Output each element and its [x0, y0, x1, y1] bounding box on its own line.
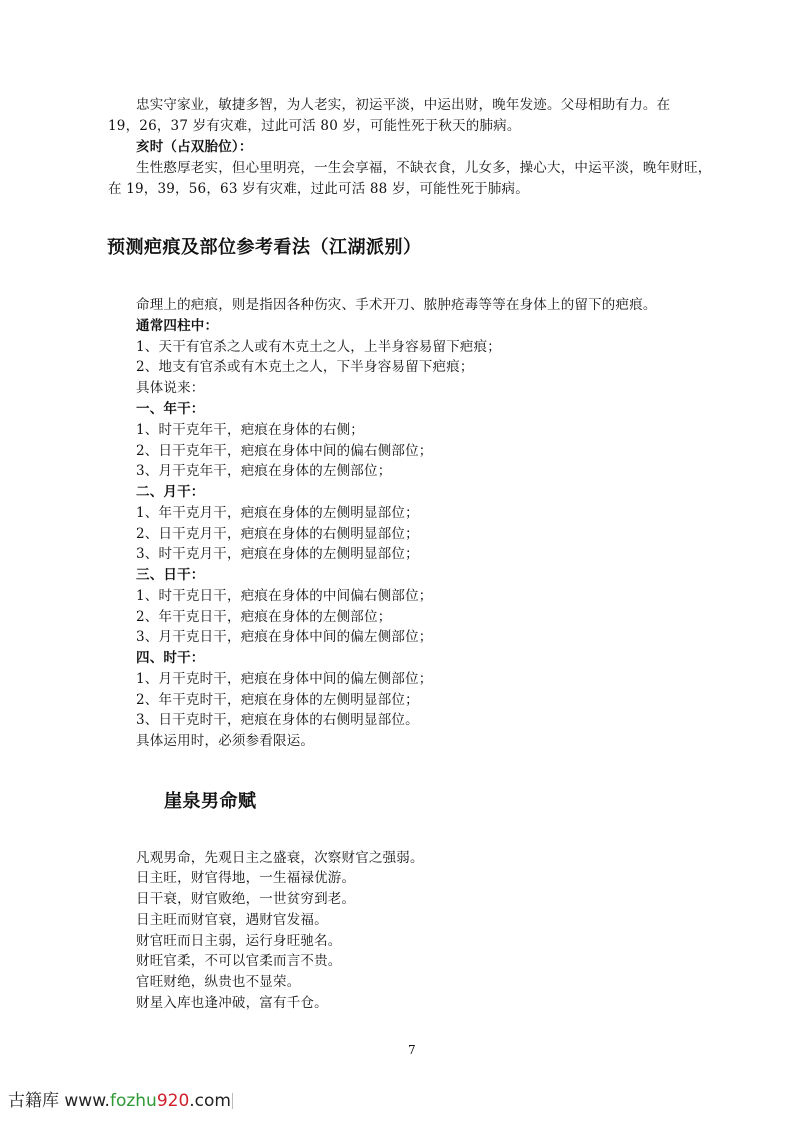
watermark-red-text: 920 — [156, 1091, 190, 1111]
list-item: 1、时干克日干，疤痕在身体的中间偏右侧部位； — [136, 588, 433, 604]
verse-line: 日干衰，财官败绝，一世贫穷到老。 — [136, 891, 356, 907]
paragraph-line: 在 19，39，56，63 岁有灾难，过此可活 88 岁，可能性死于肺病。 — [108, 181, 529, 197]
list-item: 2、地支有官杀或有木克土之人，下半身容易留下疤痕； — [136, 359, 474, 375]
group-heading: 三、日干： — [136, 567, 205, 583]
paragraph-line: 19，26，37 岁有灾难，过此可活 80 岁，可能性死于秋天的肺病。 — [108, 118, 521, 134]
verse-line: 财官旺而日主弱，运行身旺驰名。 — [136, 933, 342, 949]
verse-line: 官旺财绝，纵贵也不显荣。 — [136, 974, 301, 990]
page-number: 7 — [408, 1043, 416, 1057]
list-item: 2、日干克年干，疤痕在身体中间的偏右侧部位； — [136, 443, 433, 459]
section-title: 预测疤痕及部位参考看法（江湖派别） — [107, 237, 422, 258]
list-item: 1、天干有官杀之人或有木克土之人，上半身容易留下疤痕； — [136, 339, 501, 355]
list-item: 3、时干克月干，疤痕在身体的左侧明显部位； — [136, 546, 419, 562]
intro-text: 命理上的疤痕，则是指因各种伤灾、手术开刀、脓肿疮毒等等在身体上的留下的疤痕。 — [136, 297, 657, 313]
list-item: 1、月干克时干，疤痕在身体中间的偏左侧部位； — [136, 671, 433, 687]
subheading: 通常四柱中： — [136, 318, 219, 334]
watermark-cursor-bar — [232, 1093, 233, 1109]
paragraph-line: 生性憨厚老实，但心里明亮，一生会享福，不缺衣食，儿女多，操心大，中运平淡，晚年财旺， — [136, 160, 712, 176]
group-heading: 一、年干： — [136, 401, 205, 417]
closing-text: 具体运用时，必须参看限运。 — [136, 733, 315, 749]
verse-line: 日主旺，财官得地，一生福禄优游。 — [136, 870, 356, 886]
list-item: 3、日干克时干，疤痕在身体的右侧明显部位。 — [136, 712, 419, 728]
paragraph-line: 忠实守家业，敏捷多智，为人老实，初运平淡，中运出财，晚年发迹。父母相助有力。在 — [136, 97, 671, 113]
group-heading: 二、月干： — [136, 484, 205, 500]
watermark-prefix: 古籍库 www. — [8, 1091, 110, 1111]
list-item: 1、年干克月干，疤痕在身体的左侧明显部位； — [136, 505, 419, 521]
verse-line: 凡观男命，先观日主之盛衰，次察财官之强弱。 — [136, 850, 424, 866]
list-item: 2、年干克日干，疤痕在身体的左侧部位； — [136, 609, 392, 625]
watermark-green-text: fozhu — [109, 1091, 157, 1111]
group-heading: 四、时干： — [136, 650, 205, 666]
verse-line: 日主旺而财官衰，遇财官发福。 — [136, 912, 328, 928]
watermark-suffix: .com — [189, 1091, 231, 1111]
intro-text: 具体说来： — [136, 380, 205, 396]
list-item: 3、月干克日干，疤痕在身体中间的偏左侧部位； — [136, 629, 433, 645]
section-title: 崖泉男命赋 — [164, 791, 257, 812]
list-item: 1、时干克年干，疤痕在身体的右侧； — [136, 422, 364, 438]
subheading: 亥时（占双胎位）： — [136, 139, 253, 155]
list-item: 2、年干克时干，疤痕在身体的左侧明显部位； — [136, 692, 419, 708]
list-item: 2、日干克月干，疤痕在身体的右侧明显部位； — [136, 526, 419, 542]
list-item: 3、月干克年干，疤痕在身体的左侧部位； — [136, 463, 392, 479]
verse-line: 财旺官柔，不可以官柔而言不贵。 — [136, 953, 342, 969]
watermark — [8, 1091, 233, 1111]
verse-line: 财星入库也逢冲破，富有千仓。 — [136, 995, 328, 1011]
